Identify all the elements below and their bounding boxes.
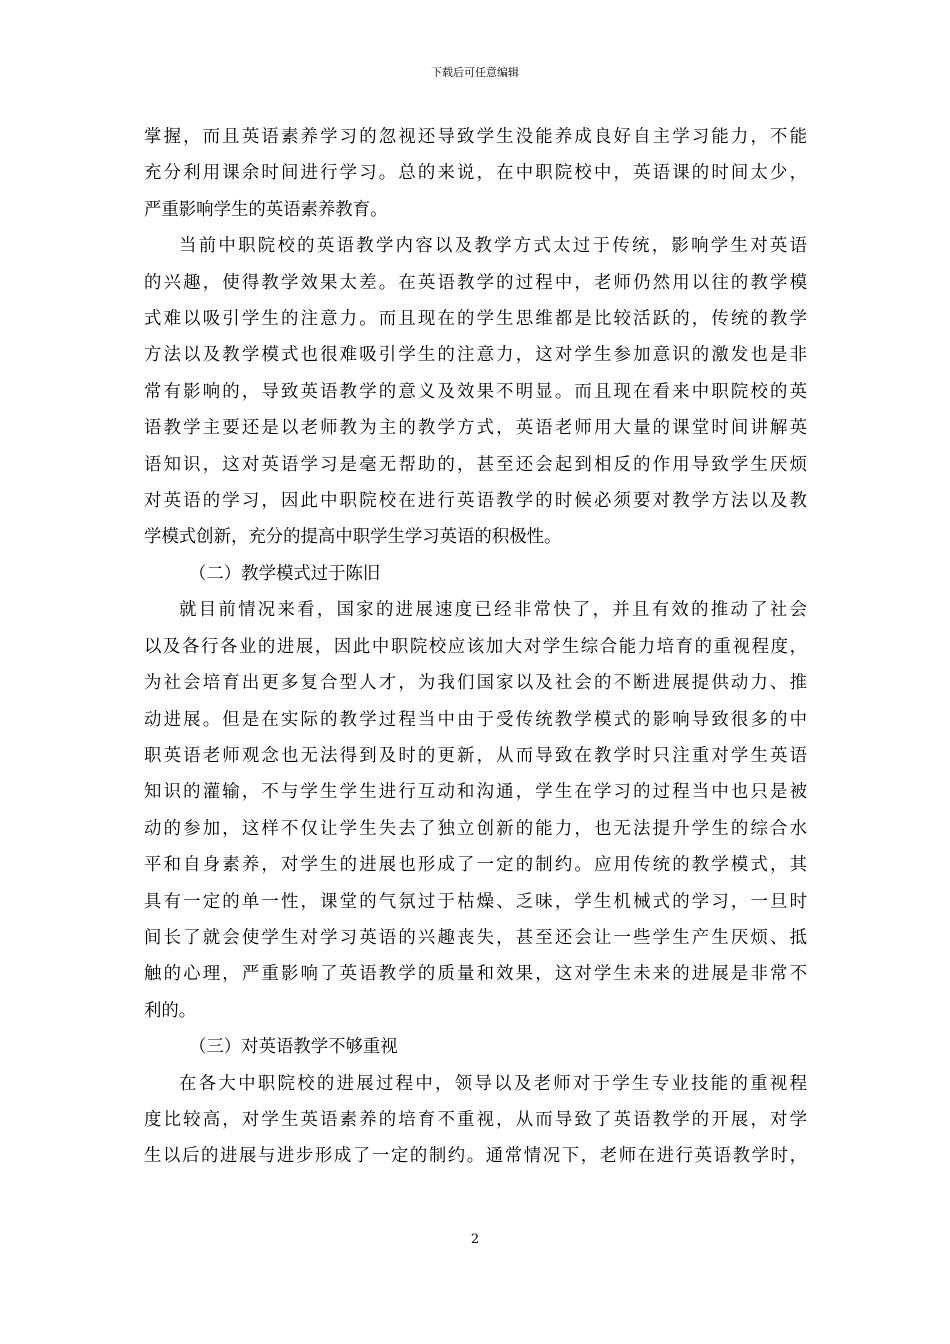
paragraph-line: 在各大中职院校的进展过程中，领导以及老师对于学生专业技能的重视程	[179, 1073, 807, 1094]
paragraph-line: 学模式创新，充分的提高中职学生学习英语的积极性。	[144, 527, 562, 548]
paragraph-line: 语教学主要还是以老师教为主的教学方式，英语老师用大量的课堂时间讲解英	[144, 418, 807, 439]
paragraph-line: 的兴趣，使得教学效果太差。在英语教学的过程中，老师仍然用以往的教学模	[144, 272, 807, 293]
paragraph-line: 动的参加，这样不仅让学生失去了独立创新的能力，也无法提升学生的综合水	[144, 818, 807, 839]
paragraph-line: 以及各行各业的进展，因此中职院校应该加大对学生综合能力培育的重视程度，	[144, 636, 807, 657]
paragraph-line: 为社会培育出更多复合型人才，为我们国家以及社会的不断进展提供动力、推	[144, 673, 807, 694]
paragraph-line: 掌握，而且英语素养学习的忽视还导致学生没能养成良好自主学习能力，不能	[144, 127, 807, 147]
paragraph-line: 职英语老师观念也无法得到及时的更新，从而导致在教学时只注重对学生英语	[144, 745, 807, 766]
paragraph-line: 平和自身素养，对学生的进展也形成了一定的制约。应用传统的教学模式，其	[144, 855, 807, 876]
paragraph-line: 生以后的进展与进步形成了一定的制约。通常情况下，老师在进行英语教学时，	[144, 1146, 807, 1167]
page-number: 2	[470, 1232, 480, 1247]
paragraph-line: 就目前情况来看，国家的进展速度已经非常快了，并且有效的推动了社会	[179, 600, 807, 621]
document-body	[144, 119, 807, 1175]
paragraph-line: 当前中职院校的英语教学内容以及教学方式太过于传统，影响学生对英语	[179, 236, 807, 257]
paragraph-line: 式难以吸引学生的注意力。而且现在的学生思维都是比较活跃的，传统的教学	[144, 309, 807, 330]
paragraph-line: 充分利用课余时间进行学习。总的来说，在中职院校中，英语课的时间太少，	[144, 163, 807, 184]
paragraph-line: 具有一定的单一性，课堂的气氛过于枯燥、乏味，学生机械式的学习，一旦时	[144, 891, 807, 912]
paragraph-line: 语知识，这对英语学习是毫无帮助的，甚至还会起到相反的作用导致学生厌烦	[144, 454, 807, 475]
paragraph-line: 方法以及教学模式也很难吸引学生的注意力，这对学生参加意识的激发也是非	[144, 345, 807, 366]
paragraph-line: 对英语的学习，因此中职院校在进行英语教学的时候必须要对教学方法以及教	[144, 491, 807, 512]
paragraph-line: 度比较高，对学生英语素养的培育不重视，从而导致了英语教学的开展，对学	[144, 1109, 807, 1130]
paragraph-line: 利的。	[144, 1000, 197, 1021]
paragraph-line: 常有影响的，导致英语教学的意义及效果不明显。而且现在看来中职院校的英	[144, 381, 807, 402]
section-heading: （二）教学模式过于陈旧	[189, 563, 381, 584]
page-header: 下载后可任意编辑	[431, 66, 519, 79]
paragraph-line: 动进展。但是在实际的教学过程当中由于受传统教学模式的影响导致很多的中	[144, 709, 807, 730]
paragraph-line: 知识的灌输，不与学生学生进行互动和沟通，学生在学习的过程当中也只是被	[144, 782, 807, 803]
section-heading: （三）对英语教学不够重视	[189, 1037, 398, 1058]
paragraph-line: 间长了就会使学生对学习英语的兴趣丧失，甚至还会让一些学生产生厌烦、抵	[144, 927, 807, 948]
paragraph-line: 触的心理，严重影响了英语教学的质量和效果，这对学生未来的进展是非常不	[144, 964, 807, 985]
paragraph-line: 严重影响学生的英语素养教育。	[144, 199, 388, 220]
